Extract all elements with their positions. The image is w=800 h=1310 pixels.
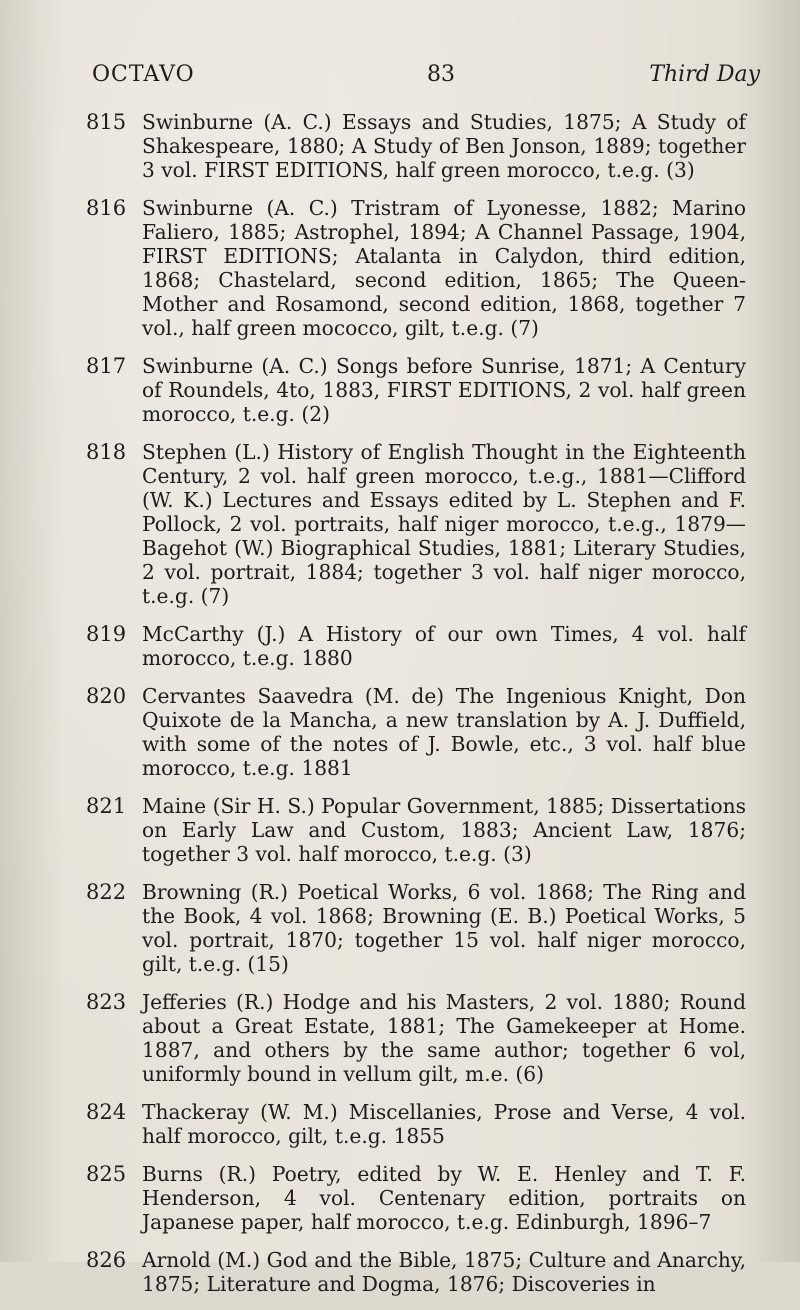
lot-description: Maine (Sir H. S.) Popular Government, 1885; Dissertations on Early Law and Custom, 1883; Ancient Law, 1876; together 3 vol. half morocco, t.e.g. (3)	[142, 794, 746, 866]
lot-description: Swinburne (A. C.) Songs before Sunrise, 1871; A Century of Roundels, 4to, 1883, FIRST EDITIONS, 2 vol. half green morocco, t.e.g. (2)	[142, 354, 746, 426]
lot-entry	[86, 440, 746, 608]
lot-description: Swinburne (A. C.) Tristram of Lyonesse, 1882; Marino Faliero, 1885; Astrophel, 1894; A Channel Passage, 1904, FIRST EDITIONS; Atalanta in Calydon, third edition, 1868; Chastelard, second edition, 1865; The Queen-Mother and Rosamond, second edition, 1868, together 7 vol., half green mococco, gilt, t.e.g. (7)	[142, 196, 746, 340]
lot-description: Arnold (M.) God and the Bible, 1875; Culture and Anarchy, 1875; Literature and Dogma, 1876; Discoveries in	[142, 1248, 746, 1296]
lot-entry	[86, 354, 746, 426]
header-sale-day: Third Day	[649, 62, 760, 87]
lot-description: Burns (R.) Poetry, edited by W. E. Henley and T. F. Henderson, 4 vol. Centenary edition, portraits on Japanese paper, half morocco, t.e.g. Edinburgh, 1896–7	[142, 1162, 746, 1234]
lot-number: 824	[86, 1100, 127, 1124]
lot-number: 823	[86, 990, 127, 1014]
lot-list	[86, 110, 746, 1310]
lot-number: 815	[86, 110, 127, 134]
page-header	[92, 62, 760, 98]
lot-description: Jefferies (R.) Hodge and his Masters, 2 vol. 1880; Round about a Great Estate, 1881; The Gamekeeper at Home. 1887, and others by the same author; together 6 vol, uniformly bound in vellum gilt, m.e. (6)	[142, 990, 746, 1086]
lot-number: 818	[86, 440, 127, 464]
lot-entry	[86, 1162, 746, 1234]
lot-description: Cervantes Saavedra (M. de) The Ingenious Knight, Don Quixote de la Mancha, a new translation by A. J. Duffield, with some of the notes of J. Bowle, etc., 3 vol. half blue morocco, t.e.g. 1881	[142, 684, 746, 780]
lot-entry	[86, 794, 746, 866]
lot-entry	[86, 196, 746, 340]
lot-entry	[86, 684, 746, 780]
lot-entry	[86, 110, 746, 182]
lot-entry	[86, 990, 746, 1086]
lot-entry	[86, 1248, 746, 1296]
header-format: OCTAVO	[92, 62, 195, 87]
lot-description: Swinburne (A. C.) Essays and Studies, 1875; A Study of Shakespeare, 1880; A Study of Ben Jonson, 1889; together 3 vol. FIRST EDITIONS, half green morocco, t.e.g. (3)	[142, 110, 746, 182]
lot-number: 826	[86, 1248, 127, 1272]
lot-number: 820	[86, 684, 127, 708]
lot-number: 819	[86, 622, 127, 646]
lot-description: McCarthy (J.) A History of our own Times, 4 vol. half morocco, t.e.g. 1880	[142, 622, 746, 670]
lot-number: 816	[86, 196, 127, 220]
lot-entry	[86, 622, 746, 670]
lot-number: 822	[86, 880, 127, 904]
lot-number: 825	[86, 1162, 127, 1186]
page-number: 83	[427, 62, 455, 87]
lot-number: 821	[86, 794, 127, 818]
lot-entry	[86, 880, 746, 976]
lot-description: Browning (R.) Poetical Works, 6 vol. 1868; The Ring and the Book, 4 vol. 1868; Browning (E. B.) Poetical Works, 5 vol. portrait, 1870; together 15 vol. half niger morocco, gilt, t.e.g. (15)	[142, 880, 746, 976]
lot-description: Stephen (L.) History of English Thought in the Eighteenth Century, 2 vol. half green morocco, t.e.g., 1881—Clifford (W. K.) Lectures and Essays edited by L. Stephen and F. Pollock, 2 vol. portraits, half niger morocco, t.e.g., 1879—Bagehot (W.) Biographical Studies, 1881; Literary Studies, 2 vol. portrait, 1884; together 3 vol. half niger morocco, t.e.g. (7)	[142, 440, 746, 608]
lot-description: Thackeray (W. M.) Miscellanies, Prose and Verse, 4 vol. half morocco, gilt, t.e.g. 1855	[142, 1100, 746, 1148]
lot-entry	[86, 1100, 746, 1148]
lot-number: 817	[86, 354, 127, 378]
